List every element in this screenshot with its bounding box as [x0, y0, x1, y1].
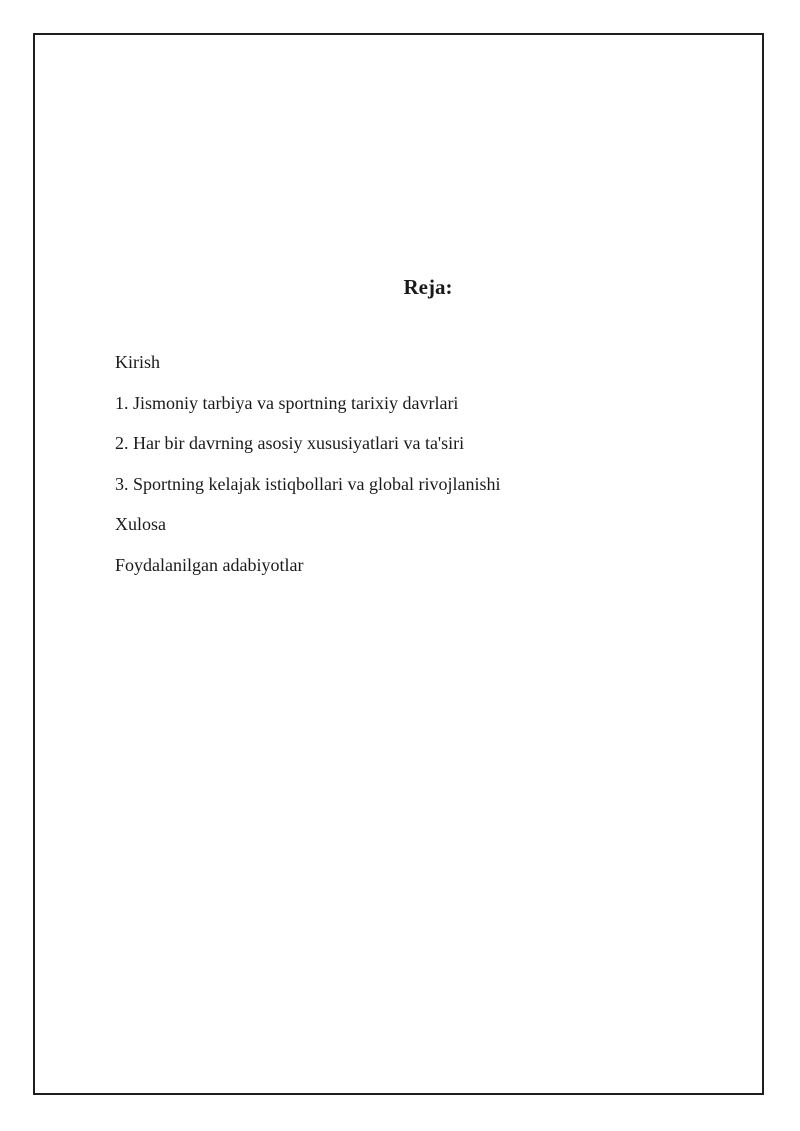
- page-title: Reja:: [403, 275, 453, 299]
- plan-item-3: 3. Sportning kelajak istiqbollari va global rivojlanishi: [115, 473, 501, 494]
- plan-item-1: 1. Jismoniy tarbiya va sportning tarixiy davrlari: [115, 392, 459, 413]
- plan-list: [115, 351, 500, 594]
- plan-item-references: Foydalanilgan adabiyotlar: [115, 554, 304, 575]
- plan-item-introduction: Kirish: [115, 352, 160, 372]
- plan-item-conclusion: Xulosa: [115, 514, 166, 534]
- plan-item-2: 2. Har bir davrning asosiy xususiyatlari va ta'siri: [115, 433, 465, 453]
